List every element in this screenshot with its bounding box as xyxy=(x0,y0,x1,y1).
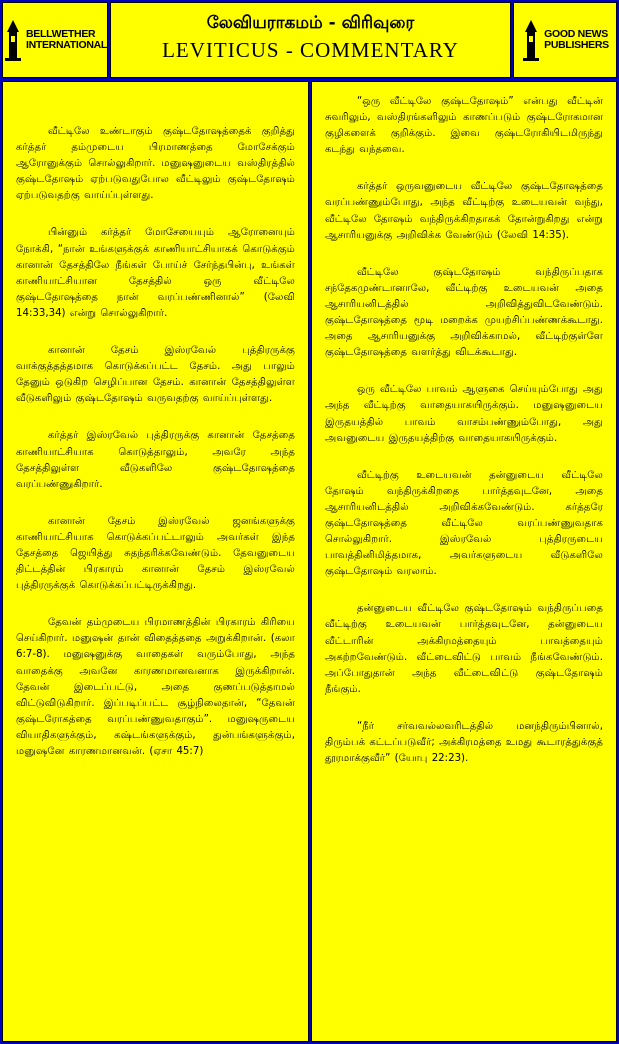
bellwether-logo xyxy=(3,3,107,77)
paragraph: தன்னுடைய வீட்டிலே குஷ்டதோஷம் வந்திருப்பதை வீட்டிற்கு உடையவன் பார்த்தவுடனே, தன்னுடைய வீட்டாரின் அக்கிரமத்தையும் பாவத்தையும் அகற்றவேண்டும். வீட்டைவிட்டு பாவம் நீங்கவேண்டும். அப்போதுதான் அந்த வீட்டைவிட்டு குஷ்டதோஷம் நீங்கும். xyxy=(325,603,603,695)
bell-tower-icon xyxy=(521,18,541,62)
paragraph: ஒரு வீட்டிலே பாவம் ஆளுகை செய்யும்போது அது அந்த வீட்டிற்கு வாதையாகயிருக்கும். மனுஷனுடைய இருதயத்தில் பாவம் வாசம்பண்ணும்போது, அது அவனுடைய இருதயத்திற்கு வாதையாகயிருக்கும். xyxy=(325,384,603,444)
left-column xyxy=(3,82,308,1041)
paragraph: கானான் தேசம் இஸ்ரவேல் புத்திரருக்கு வாக்குத்தத்தமாக கொடுக்கப்பட்ட தேசம். அது பாலும் தேனும் ஒடுகிற செழிப்பான தேசம். கானான் தேசத்திலுள்ள வீடுகளிலும் குஷ்டதோஷம் வருவதற்கு வாய்ப்புள்ளது. xyxy=(16,345,295,405)
bell-tower-icon xyxy=(3,18,23,62)
left-logo-line1: BELLWETHER xyxy=(25,28,96,40)
right-column xyxy=(312,82,616,1041)
page-title-tamil: லேவியராகமம் - விரிவுரை xyxy=(206,13,415,33)
left-logo-line2: INTERNATIONAL xyxy=(25,39,108,51)
paragraph: வீட்டிலே உண்டாகும் குஷ்டதோஷத்தைக் குறித்து கர்த்தர் தம்முடைய பிரமாணத்தை மோசேக்கும் ஆரோனுக்கும் சொல்லுகிறார். மனுஷனுடைய வஸ்திரத்தில் குஷ்டதோஷம் ஏற்படுவதுபோல வீட்டிலும் குஷ்டதோஷம் ஏற்படுவதற்கு வாய்ப்புள்ளது. xyxy=(16,126,295,202)
page-title-english: LEVITICUS - COMMENTARY xyxy=(162,38,459,62)
paragraph: கர்த்தர் இஸ்ரவேல் புத்திரருக்கு கானான் தேசத்தை காணியாட்சியாக கொடுத்தாலும், அவரே அந்த தேசத்திலுள்ள வீடுகளிலே குஷ்டதோஷத்தை வரப்பண்ணுகிறார். xyxy=(16,430,295,490)
right-logo-line1: GOOD NEWS xyxy=(544,28,608,40)
paragraph: “ஒரு வீட்டிலே குஷ்டதோஷம்” என்பது வீட்டின் சுவரிலும், வஸ்திரங்களிலும் காணப்படும் குஷ்டரோகமான குழிகளைக் குறிக்கும். இவை குஷ்டரோகியிடமிருந்து கடந்து வந்தவை. xyxy=(325,96,603,156)
paragraph: பின்னும் கர்த்தர் மோசேயையும் ஆரோனையும் நோக்கி, “நான் உங்களுக்குக் காணியாட்சியாகக் கொடுக்கும் கானான் தேசத்திலே நீங்கள் போய்ச் சேர்ந்தபின்பு, உங்கள் காணியாட்சியான தேசத்தில் ஒரு வீட்டிலே குஷ்டதோஷத்தை நான் வரப்பண்ணினால்” (லேவி 14:33,34) என்று சொல்லுகிறார். xyxy=(16,227,295,319)
paragraph: கானான் தேசம் இஸ்ரவேல் ஜனங்களுக்கு காணியாட்சியாக கொடுக்கப்பட்டாலும் அவர்கள் இந்த தேசத்தை ஜெயித்து சுதந்தரிக்கவேண்டும். தேவனுடைய திட்டத்தின் பிரகாரம் கானான் தேசம் இஸ்ரவேல் புத்திரருக்குக் கொடுக்கப்பட்டிருக்கிறது. xyxy=(16,515,295,592)
paragraph: கர்த்தர் ஒருவனுடைய வீட்டிலே குஷ்டதோஷத்தை வரப்பண்ணும்போது, அந்த வீட்டிற்கு உடையவன் வந்து, வீட்டிலே தோஷம் வந்திருக்கிறதாகக் தோன்றுகிறது என்று ஆசாரியனுக்கு அறிவிக்க வேண்டும் (லேவி 14:35). xyxy=(325,181,603,241)
title-box xyxy=(111,3,510,77)
paragraph: “நீர் சர்வவல்லவரிடத்தில் மனந்திரும்பினால், திரும்பக் கட்டப்படுவீர்; அக்கிரமத்தை உமது கூடாரத்துக்குத் தூரமாக்குவீர்” (யோபு 22:23). xyxy=(325,720,603,765)
right-logo-line2: PUBLISHERS xyxy=(544,39,609,51)
paragraph: வீட்டிலே குஷ்டதோஷம் வந்திருப்பதாக சந்தேகமுண்டானாலே, வீட்டிற்கு உடையவன் அதை ஆசாரியனிடத்தில் அறிவித்துவிடவேண்டும். குஷ்டதோஷத்தை மூடி மறைக்க முயற்சிப்பண்ணக்கூடாது. அதை ஆசாரியனுக்கு அறிவிக்காமல், வீட்டிற்குள்ளே குஷ்டதோஷத்தை வளர்த்து விடக்கூடாது. xyxy=(325,266,603,359)
good-news-logo xyxy=(514,3,616,77)
paragraph: வீட்டிற்கு உடையவன் தன்னுடைய வீட்டிலே தோஷம் வந்திருக்கிறதை பார்த்தவுடனே, அதை ஆசாரியனிடத்தில் அறிவிக்கவேண்டும். கர்த்தரே குஷ்டதோஷத்தை வீட்டிலே வரப்பண்ணுவதாக சொல்லுகிறார். இஸ்ரவேல் புத்திரருடைய பாவத்தினிமித்தமாக, அவர்களுடைய வீடுகளிலே குஷ்டதோஷம் வரலாம். xyxy=(325,469,603,578)
paragraph: தேவன் தம்முடைய பிரமாணத்தின் பிரகாரம் கிரியை செய்கிறார். மனுஷன் தான் விதைத்ததை அறுக்கிறான். (கலா 6:7-8). மனுஷனுக்கு வாதைகள் வரும்போது, அந்த வாதைக்கு அவனே காரணமானவனாக இருக்கிறான். தேவன் இடைப்பட்டு, அதை குணப்படுத்தாமல் விட்டுவிடுகிறார். இப்படிப்பட்ட சூழ்நிலைதான், “தேவன் குஷ்டரோகத்தை வரப்பண்ணுவதாகும்”. மனுஷருடைய வியாதிகளுக்கும், கஷ்டங்களுக்கும், துன்பங்களுக்கும், மனுஷனே காரணமானவன். (ஏசா 45:7) xyxy=(16,617,295,757)
